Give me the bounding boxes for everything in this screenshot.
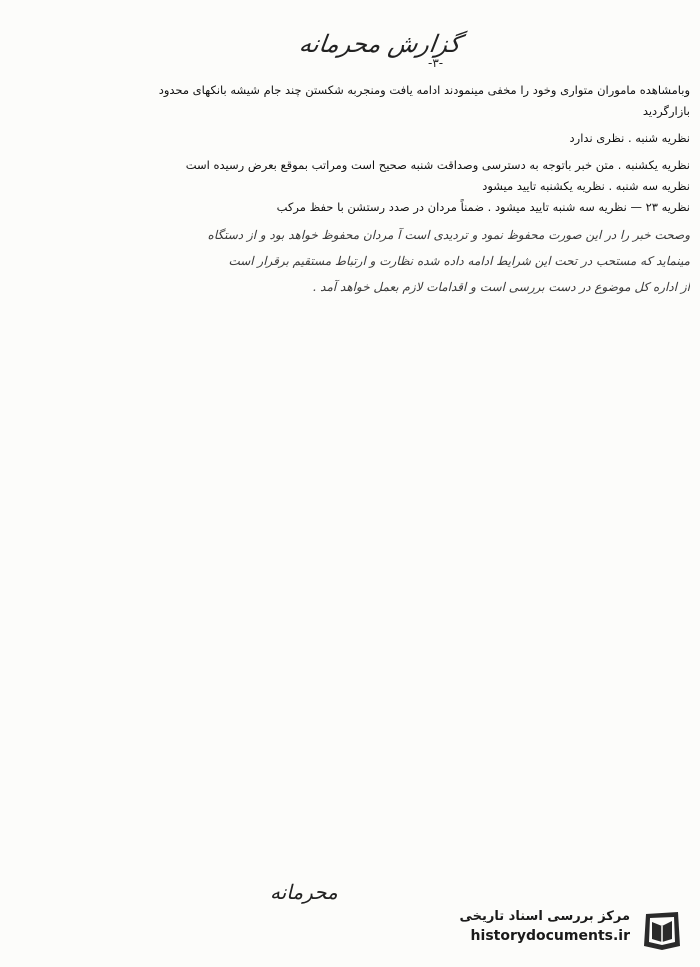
watermark-name: مرکز بررسی اسناد تاریخی: [459, 909, 630, 924]
handwritten-line: مینماید که مستحب در تحت این شرایط ادامه داده شده نظارت و ارتباط مستقیم برقرار است: [228, 254, 690, 268]
typed-line: نظریه شنبه . نظری ندارد: [569, 131, 690, 145]
classification-stamp: محرمانه: [270, 880, 338, 904]
document-heading: گزارش محرمانه: [297, 30, 463, 58]
typed-line: بازارگردید: [642, 104, 690, 118]
typed-line: نظریه ۲۳ — نظریه سه شنبه تایید میشود . ضمناً مردان در صدد رستشن با حفظ مرکب: [276, 200, 690, 214]
handwritten-note: [20, 222, 690, 300]
book-shield-icon: [638, 906, 686, 954]
handwritten-line: از اداره کل موضوع در دست بررسی است و اقدامات لازم بعمل خواهد آمد .: [312, 280, 690, 294]
typed-line: نظریه یکشنبه . متن خبر باتوجه به دسترسی وصداقت شنبه صحیح است ومراتب بموقع بعرض رسیده است: [185, 158, 690, 172]
typed-line: وبامشاهده ماموران متواری وخود را مخفی مینمودند ادامه یافت ومنجربه شکستن چند جام شیشه بانکهای محدود: [158, 83, 690, 97]
archive-watermark: [440, 902, 690, 958]
page-number: -۳-: [428, 56, 444, 70]
watermark-url: historydocuments.ir: [470, 928, 630, 944]
typed-report-body: [10, 82, 690, 220]
typed-line: نظریه سه شنبه . نظریه یکشنبه تایید میشود: [482, 179, 690, 193]
watermark-text: [460, 908, 631, 946]
handwritten-line: وصحت خبر را در این صورت محفوظ نمود و تردیدی است آ مردان محفوظ خواهد بود و از دستگاه: [207, 228, 690, 242]
